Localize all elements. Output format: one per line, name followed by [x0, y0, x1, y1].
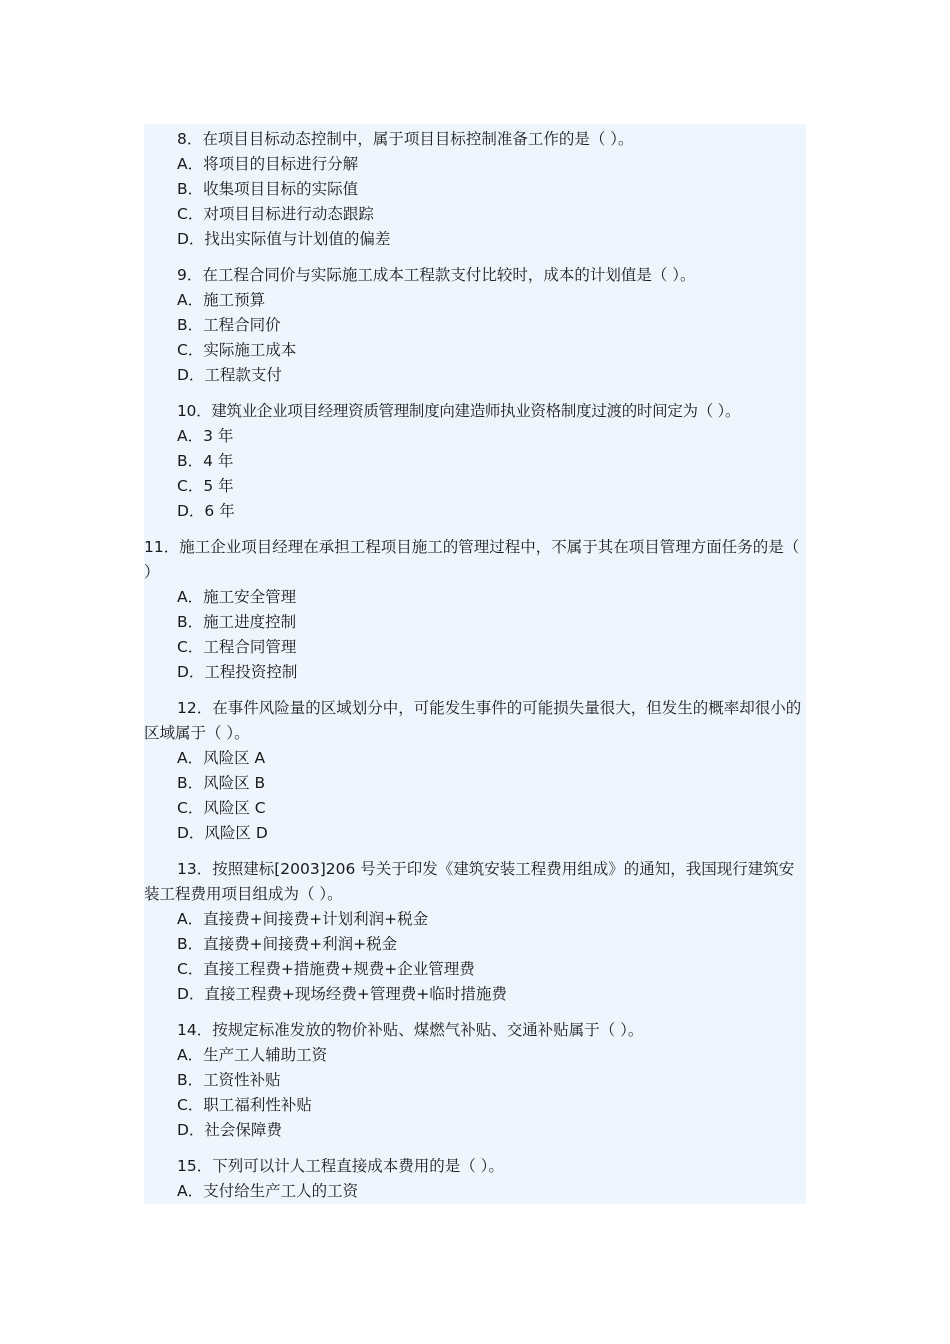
- option-c: C．工程合同管理: [177, 638, 297, 656]
- option-b: B．风险区 B: [177, 774, 266, 792]
- option-b: B．4 年: [177, 452, 234, 470]
- option-c: C．5 年: [177, 477, 234, 495]
- option-b: B．收集项目目标的实际值: [177, 180, 359, 198]
- option-c: C．职工福利性补贴: [177, 1096, 312, 1114]
- option-b: B．施工进度控制: [177, 613, 297, 631]
- question-9: [144, 263, 806, 388]
- document-page: [144, 124, 806, 1204]
- question-15: [144, 1154, 806, 1204]
- option-d: D．工程投资控制: [177, 663, 298, 681]
- option-d: D．风险区 D: [177, 824, 268, 842]
- option-a: A．施工预算: [177, 291, 266, 309]
- question-14: [144, 1018, 806, 1143]
- option-c: C．对项目目标进行动态跟踪: [177, 205, 374, 223]
- option-b: B．工程合同价: [177, 316, 281, 334]
- option-d: D．找出实际值与计划值的偏差: [177, 230, 391, 248]
- question-13: [144, 857, 806, 1007]
- option-a: A．直接费+间接费+计划利润+税金: [177, 910, 429, 928]
- question-stem: 8．在项目目标动态控制中，属于项目目标控制准备工作的是（ ）。: [177, 130, 634, 148]
- question-12: [144, 696, 806, 846]
- option-c: C．直接工程费+措施费+规费+企业管理费: [177, 960, 475, 978]
- option-a: A．将项目的目标进行分解: [177, 155, 359, 173]
- option-c: C．风险区 C: [177, 799, 266, 817]
- question-stem: 11．施工企业项目经理在承担工程项目施工的管理过程中，不属于其在项目管理方面任务的是（ ）: [144, 538, 800, 581]
- question-stem: 14．按规定标准发放的物价补贴、煤燃气补贴、交通补贴属于（ ）。: [177, 1021, 644, 1039]
- question-stem: 13．按照建标[2003]206 号关于印发《建筑安装工程费用组成》的通知，我国现行建筑安装工程费用项目组成为（ ）。: [144, 860, 795, 903]
- option-a: A．支付给生产工人的工资: [177, 1182, 359, 1200]
- question-stem: 12．在事件风险量的区域划分中，可能发生事件的可能损失量很大，但发生的概率却很小的区域属于（ ）。: [144, 699, 802, 742]
- question-8: [144, 127, 806, 252]
- question-11: [144, 535, 806, 685]
- option-b: B．工资性补贴: [177, 1071, 281, 1089]
- option-d: D．社会保障费: [177, 1121, 282, 1139]
- question-stem: 9．在工程合同价与实际施工成本工程款支付比较时，成本的计划值是（ ）。: [177, 266, 696, 284]
- option-a: A．施工安全管理: [177, 588, 297, 606]
- option-b: B．直接费+间接费+利润+税金: [177, 935, 398, 953]
- question-stem: 10．建筑业企业项目经理资质管理制度向建造师执业资格制度过渡的时间定为（ ）。: [177, 402, 741, 420]
- option-a: A．3 年: [177, 427, 234, 445]
- option-d: D．直接工程费+现场经费+管理费+临时措施费: [177, 985, 507, 1003]
- option-d: D．6 年: [177, 502, 235, 520]
- option-a: A．生产工人辅助工资: [177, 1046, 328, 1064]
- option-a: A．风险区 A: [177, 749, 266, 767]
- option-d: D．工程款支付: [177, 366, 282, 384]
- question-10: [144, 399, 806, 524]
- question-stem: 15．下列可以计人工程直接成本费用的是（ ）。: [177, 1157, 504, 1175]
- option-c: C．实际施工成本: [177, 341, 297, 359]
